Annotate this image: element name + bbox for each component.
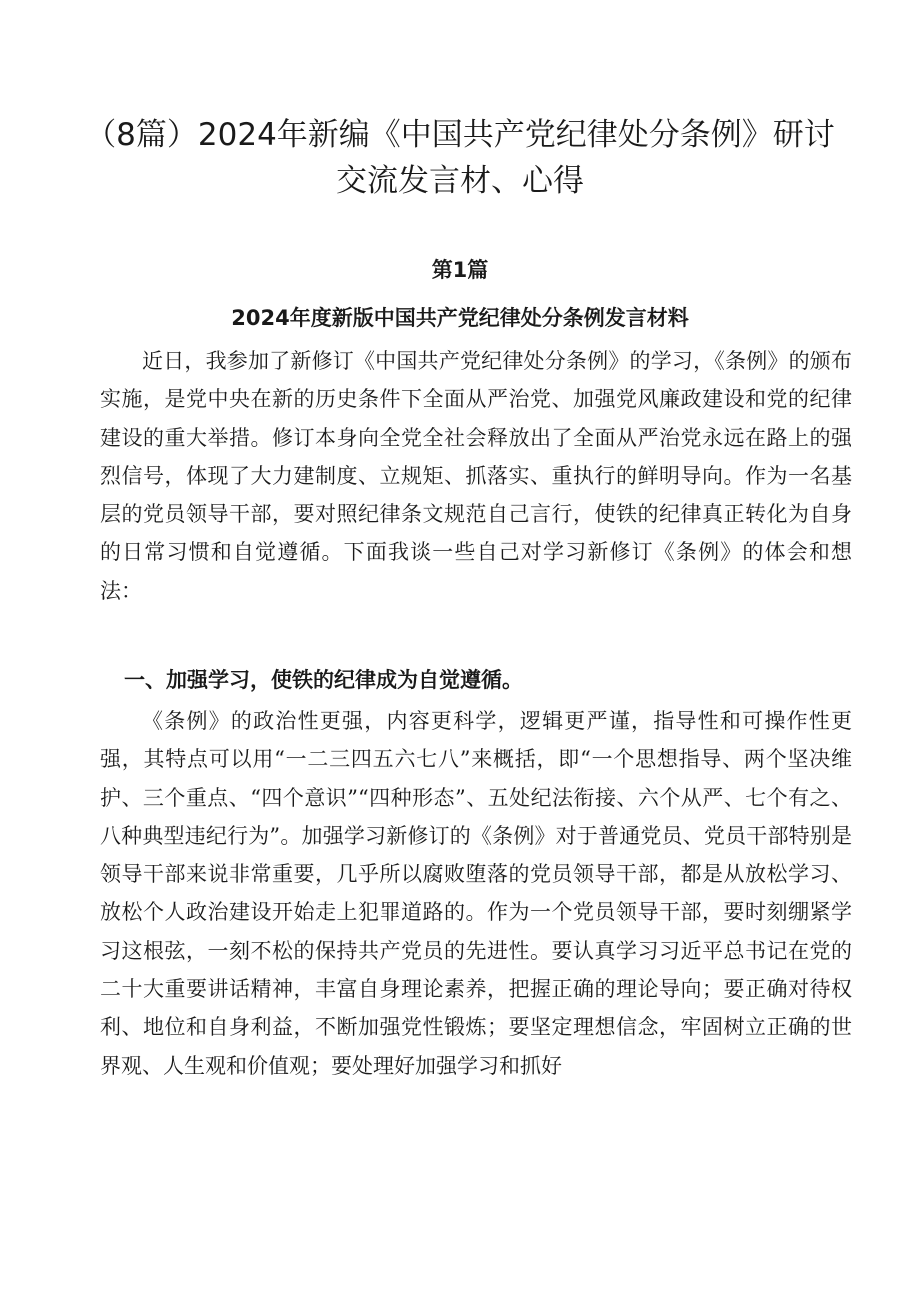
- heading-study: 一、加强学习，使铁的纪律成为自觉遵循。: [124, 668, 523, 692]
- document-title: （8篇）2024年新编《中国共产党纪律处分条例》研讨交流发言材、心得: [85, 117, 835, 199]
- section-number: 第1篇: [431, 258, 489, 282]
- paragraph-intro: 近日，我参加了新修订《中国共产党纪律处分条例》的学习，《条例》的颁布实施，是党中央在新的历史条件下全面从严治党、加强党风廉政建设和党的纪律建设的重大举措。修订本身向全党全社会释放出了全面从严治党永远在路上的强烈信号，体现了大力建制度、立规矩、抓落实、重执行的鲜明导向。作为一名基层的党员领导干部，要对照纪律条文规范自己言行，使铁的纪律真正转化为自身的日常习惯和自觉遵循。下面我谈一些自己对学习新修订《条例》的体会和想法：: [100, 349, 852, 603]
- paragraph-regulations: 《条例》的政治性更强，内容更科学，逻辑更严谨，指导性和可操作性更强，其特点可以用“一二三四五六七八”来概括，即“一个思想指导、两个坚决维护、三个重点、“四个意识”“四种形态”、五处纪法衔接、六个从严、七个有之、八种典型违纪行为”。加强学习新修订的《条例》对于普通党员、党员干部特别是领导干部来说非常重要，几乎所以腐败堕落的党员领导干部，都是从放松学习、放松个人政治建设开始走上犯罪道路的。作为一个党员领导干部，要时刻绷紧学习这根弦，一刻不松的保持共产党员的先进性。要认真学习习近平总书记在党的二十大重要讲话精神，丰富自身理论素养，把握正确的理论导向；要正确对待权利、地位和自身利益，不断加强党性锻炼；要坚定理想信念，牢固树立正确的世界观、人生观和价值观；要处理好加强学习和抓好: [100, 709, 852, 1078]
- section-title: 2024年度新版中国共产党纪律处分条例发言材料: [231, 306, 689, 330]
